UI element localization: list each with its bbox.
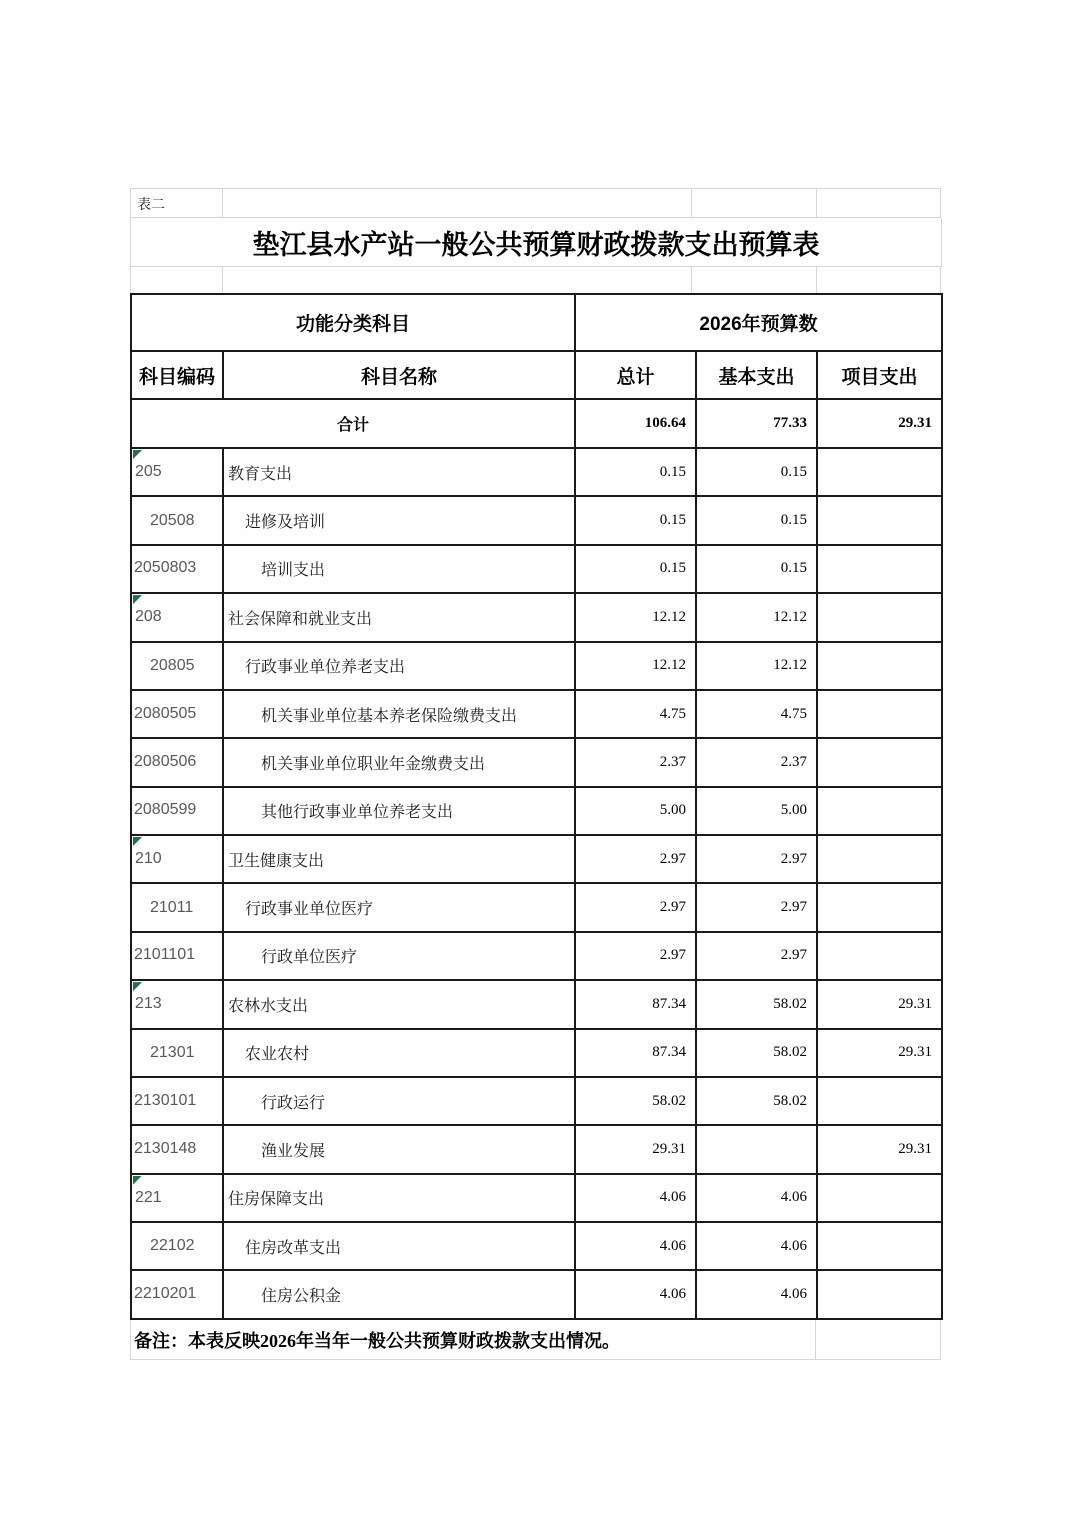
project-cell <box>817 1174 942 1222</box>
page-title: 垫江县水产站一般公共预算财政拨款支出预算表 <box>252 229 820 260</box>
header-row-groups <box>131 294 942 351</box>
subject-code-cell: 22102 <box>131 1222 223 1270</box>
error-flag-icon <box>133 1176 142 1185</box>
table-row <box>131 1125 942 1173</box>
subject-code-cell: 20508 <box>131 496 223 544</box>
table-row <box>131 448 942 496</box>
total-cell: 0.15 <box>575 448 696 496</box>
header-subject-code: 科目编码 <box>131 351 223 399</box>
empty-cell <box>223 267 692 294</box>
error-flag-icon <box>133 982 142 991</box>
table-row <box>131 1077 942 1125</box>
subject-code-cell: 2080506 <box>131 738 223 786</box>
basic-cell: 12.12 <box>696 593 817 641</box>
total-row-basic: 77.33 <box>696 399 817 448</box>
basic-cell: 0.15 <box>696 545 817 593</box>
subject-code: 208 <box>135 608 162 626</box>
total-row-total: 106.64 <box>575 399 696 448</box>
project-cell <box>817 593 942 641</box>
project-cell <box>817 883 942 931</box>
project-cell: 29.31 <box>817 1125 942 1173</box>
table-row <box>131 1270 942 1319</box>
table-row <box>131 642 942 690</box>
header-basic-expenditure: 基本支出 <box>696 351 817 399</box>
project-cell <box>817 835 942 883</box>
total-cell: 4.75 <box>575 690 696 738</box>
blank-row <box>131 267 941 294</box>
subject-code: 205 <box>135 463 162 481</box>
empty-cell <box>131 267 223 294</box>
subject-code-cell: 2130148 <box>131 1125 223 1173</box>
subject-name-cell: 渔业发展 <box>223 1125 575 1173</box>
header-subject-name: 科目名称 <box>223 351 575 399</box>
basic-cell: 2.97 <box>696 932 817 980</box>
sheet-label: 表二 <box>131 189 223 218</box>
total-cell: 2.97 <box>575 932 696 980</box>
subject-code-cell <box>131 1174 223 1222</box>
empty-cell <box>817 189 941 218</box>
table-row <box>131 738 942 786</box>
total-cell: 2.37 <box>575 738 696 786</box>
subject-name-cell: 机关事业单位职业年金缴费支出 <box>223 738 575 786</box>
note-text: 备注：本表反映2026年当年一般公共预算财政拨款支出情况。 <box>134 1330 620 1351</box>
project-cell <box>817 1270 942 1319</box>
project-cell <box>817 787 942 835</box>
total-cell: 87.34 <box>575 980 696 1028</box>
project-cell: 29.31 <box>817 1029 942 1077</box>
total-cell: 0.15 <box>575 496 696 544</box>
basic-cell: 4.06 <box>696 1270 817 1319</box>
table-row <box>131 787 942 835</box>
table-row <box>131 883 942 931</box>
subject-name-cell: 教育支出 <box>223 448 575 496</box>
total-cell: 58.02 <box>575 1077 696 1125</box>
header-row-columns <box>131 351 942 399</box>
title-row <box>131 218 942 267</box>
project-cell: 29.31 <box>817 980 942 1028</box>
subject-name-cell: 住房保障支出 <box>223 1174 575 1222</box>
basic-cell: 5.00 <box>696 787 817 835</box>
basic-cell <box>696 1125 817 1173</box>
subject-name-cell: 农林水支出 <box>223 980 575 1028</box>
basic-cell: 58.02 <box>696 980 817 1028</box>
empty-cell <box>692 267 817 294</box>
table-row <box>131 932 942 980</box>
subject-code-cell: 20805 <box>131 642 223 690</box>
total-row <box>131 399 942 448</box>
empty-cell <box>223 189 692 218</box>
error-flag-icon <box>133 837 142 846</box>
subject-code-cell <box>131 835 223 883</box>
project-cell <box>817 545 942 593</box>
note-cell <box>131 1320 816 1359</box>
basic-cell: 4.06 <box>696 1222 817 1270</box>
basic-cell: 2.37 <box>696 738 817 786</box>
empty-cell <box>817 267 941 294</box>
empty-cell <box>816 1320 941 1359</box>
basic-cell: 0.15 <box>696 496 817 544</box>
table-row <box>131 1222 942 1270</box>
basic-cell: 4.75 <box>696 690 817 738</box>
project-cell <box>817 932 942 980</box>
project-cell <box>817 448 942 496</box>
subject-code-cell <box>131 980 223 1028</box>
error-flag-icon <box>133 450 142 459</box>
subject-code-cell: 2210201 <box>131 1270 223 1319</box>
subject-name-cell: 培训支出 <box>223 545 575 593</box>
basic-cell: 4.06 <box>696 1174 817 1222</box>
basic-cell: 2.97 <box>696 883 817 931</box>
subject-code-cell: 2130101 <box>131 1077 223 1125</box>
subject-code-cell: 2080599 <box>131 787 223 835</box>
project-cell <box>817 642 942 690</box>
project-cell <box>817 690 942 738</box>
error-flag-icon <box>133 595 142 604</box>
subject-code: 210 <box>135 850 162 868</box>
table-row <box>131 690 942 738</box>
header-total: 总计 <box>575 351 696 399</box>
subject-code-cell: 2050803 <box>131 545 223 593</box>
subject-name-cell: 行政事业单位养老支出 <box>223 642 575 690</box>
subject-code-cell: 2101101 <box>131 932 223 980</box>
header-project-expenditure: 项目支出 <box>817 351 942 399</box>
subject-name-cell: 行政运行 <box>223 1077 575 1125</box>
subject-name-cell: 行政单位医疗 <box>223 932 575 980</box>
table-row <box>131 980 942 1028</box>
table-row <box>131 1029 942 1077</box>
total-cell: 2.97 <box>575 835 696 883</box>
total-cell: 0.15 <box>575 545 696 593</box>
subject-name-cell: 住房改革支出 <box>223 1222 575 1270</box>
basic-cell: 0.15 <box>696 448 817 496</box>
basic-cell: 58.02 <box>696 1029 817 1077</box>
basic-cell: 58.02 <box>696 1077 817 1125</box>
total-row-label: 合计 <box>131 399 575 448</box>
total-cell: 4.06 <box>575 1174 696 1222</box>
subject-name-cell: 其他行政事业单位养老支出 <box>223 787 575 835</box>
project-cell <box>817 496 942 544</box>
header-function-category: 功能分类科目 <box>131 294 575 351</box>
subject-code-cell: 21011 <box>131 883 223 931</box>
subject-code-cell <box>131 448 223 496</box>
empty-cell <box>692 189 817 218</box>
subject-code: 221 <box>135 1188 162 1206</box>
preheader-grid <box>130 188 941 294</box>
subject-name-cell: 卫生健康支出 <box>223 835 575 883</box>
total-cell: 12.12 <box>575 593 696 641</box>
note-row <box>130 1320 941 1360</box>
subject-code-cell: 21301 <box>131 1029 223 1077</box>
project-cell <box>817 1077 942 1125</box>
sheet-label-row <box>131 189 941 218</box>
basic-cell: 2.97 <box>696 835 817 883</box>
total-cell: 29.31 <box>575 1125 696 1173</box>
budget-table <box>130 293 943 1320</box>
total-cell: 87.34 <box>575 1029 696 1077</box>
subject-name-cell: 社会保障和就业支出 <box>223 593 575 641</box>
subject-name-cell: 进修及培训 <box>223 496 575 544</box>
project-cell <box>817 1222 942 1270</box>
project-cell <box>817 738 942 786</box>
total-cell: 12.12 <box>575 642 696 690</box>
header-budget-year: 2026年预算数 <box>575 294 942 351</box>
total-row-project: 29.31 <box>817 399 942 448</box>
total-cell: 4.06 <box>575 1270 696 1319</box>
total-cell: 2.97 <box>575 883 696 931</box>
subject-code: 213 <box>135 995 162 1013</box>
table-row <box>131 496 942 544</box>
subject-name-cell: 机关事业单位基本养老保险缴费支出 <box>223 690 575 738</box>
subject-name-cell: 行政事业单位医疗 <box>223 883 575 931</box>
table-row <box>131 545 942 593</box>
subject-name-cell: 住房公积金 <box>223 1270 575 1319</box>
total-cell: 4.06 <box>575 1222 696 1270</box>
table-row <box>131 835 942 883</box>
subject-name-cell: 农业农村 <box>223 1029 575 1077</box>
table-row <box>131 1174 942 1222</box>
subject-code-cell: 2080505 <box>131 690 223 738</box>
table-row <box>131 593 942 641</box>
subject-code-cell <box>131 593 223 641</box>
total-cell: 5.00 <box>575 787 696 835</box>
basic-cell: 12.12 <box>696 642 817 690</box>
